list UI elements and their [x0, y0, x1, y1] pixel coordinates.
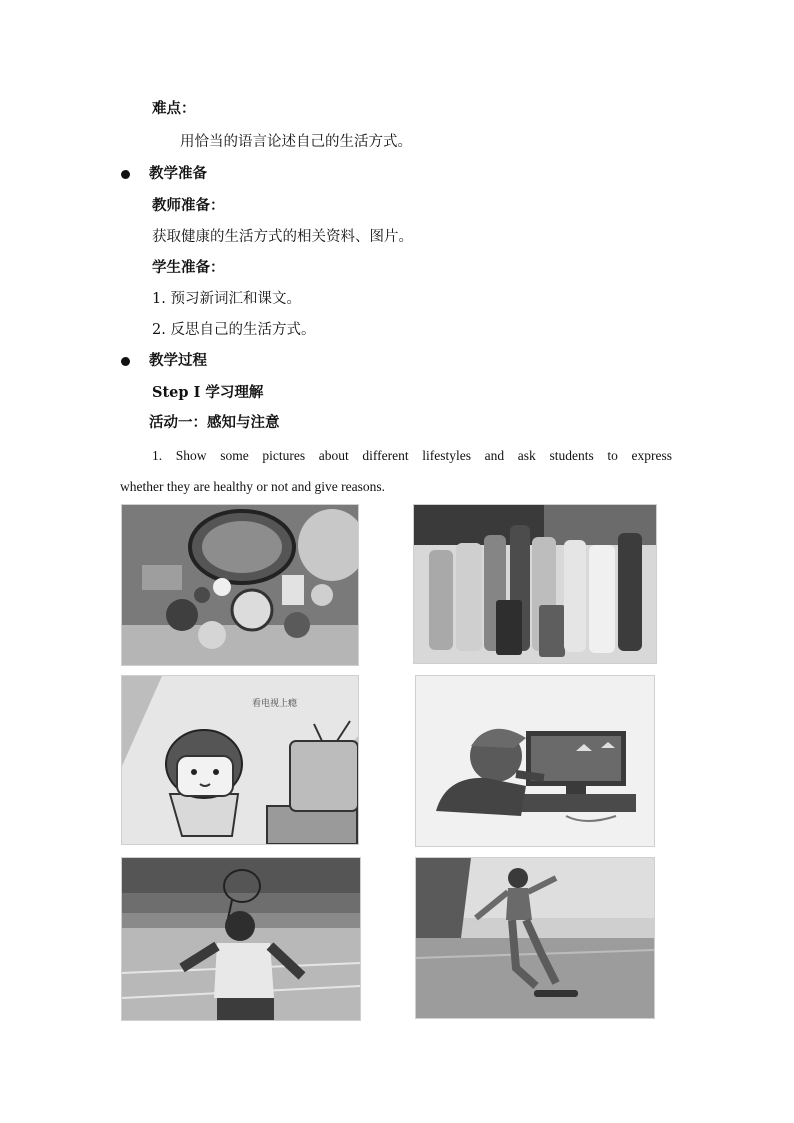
- bullet-icon: [121, 357, 130, 366]
- junk-food-photo: [122, 505, 358, 665]
- instruction-paragraph: [120, 440, 672, 502]
- teacher-prep-content: 获取健康的生活方式的相关资料、图片。: [152, 229, 413, 245]
- student-prep-item: 1. 预习新词汇和课文。: [152, 291, 301, 307]
- instruction-line-1: 1. Show some pictures about different lifestyles and ask students to express: [152, 448, 672, 463]
- activity-heading: 活动一：感知与注意: [149, 414, 280, 431]
- bullet-icon: [121, 170, 130, 179]
- student-prep-item: 2. 反思自己的生活方式。: [152, 322, 316, 338]
- teacher-prep-heading: 教师准备：: [152, 197, 225, 214]
- prep-heading: 教学准备: [149, 165, 207, 182]
- badminton-photo: [122, 858, 360, 1020]
- tv-caption: 看电视上瘾: [252, 699, 298, 709]
- step-heading: Step I 学习理解: [152, 384, 264, 401]
- video-games-illustration: [416, 676, 654, 846]
- process-heading: 教学过程: [149, 352, 207, 369]
- student-prep-heading: 学生准备：: [152, 259, 225, 276]
- difficulty-heading: 难点：: [152, 100, 196, 117]
- skateboarding-photo: [416, 858, 654, 1018]
- difficulty-content: 用恰当的语言论述自己的生活方式。: [180, 134, 412, 150]
- soft-drinks-photo: [414, 505, 656, 663]
- tv-addiction-cartoon: [122, 676, 358, 844]
- instruction-line-2: whether they are healthy or not and give reasons.: [120, 479, 386, 494]
